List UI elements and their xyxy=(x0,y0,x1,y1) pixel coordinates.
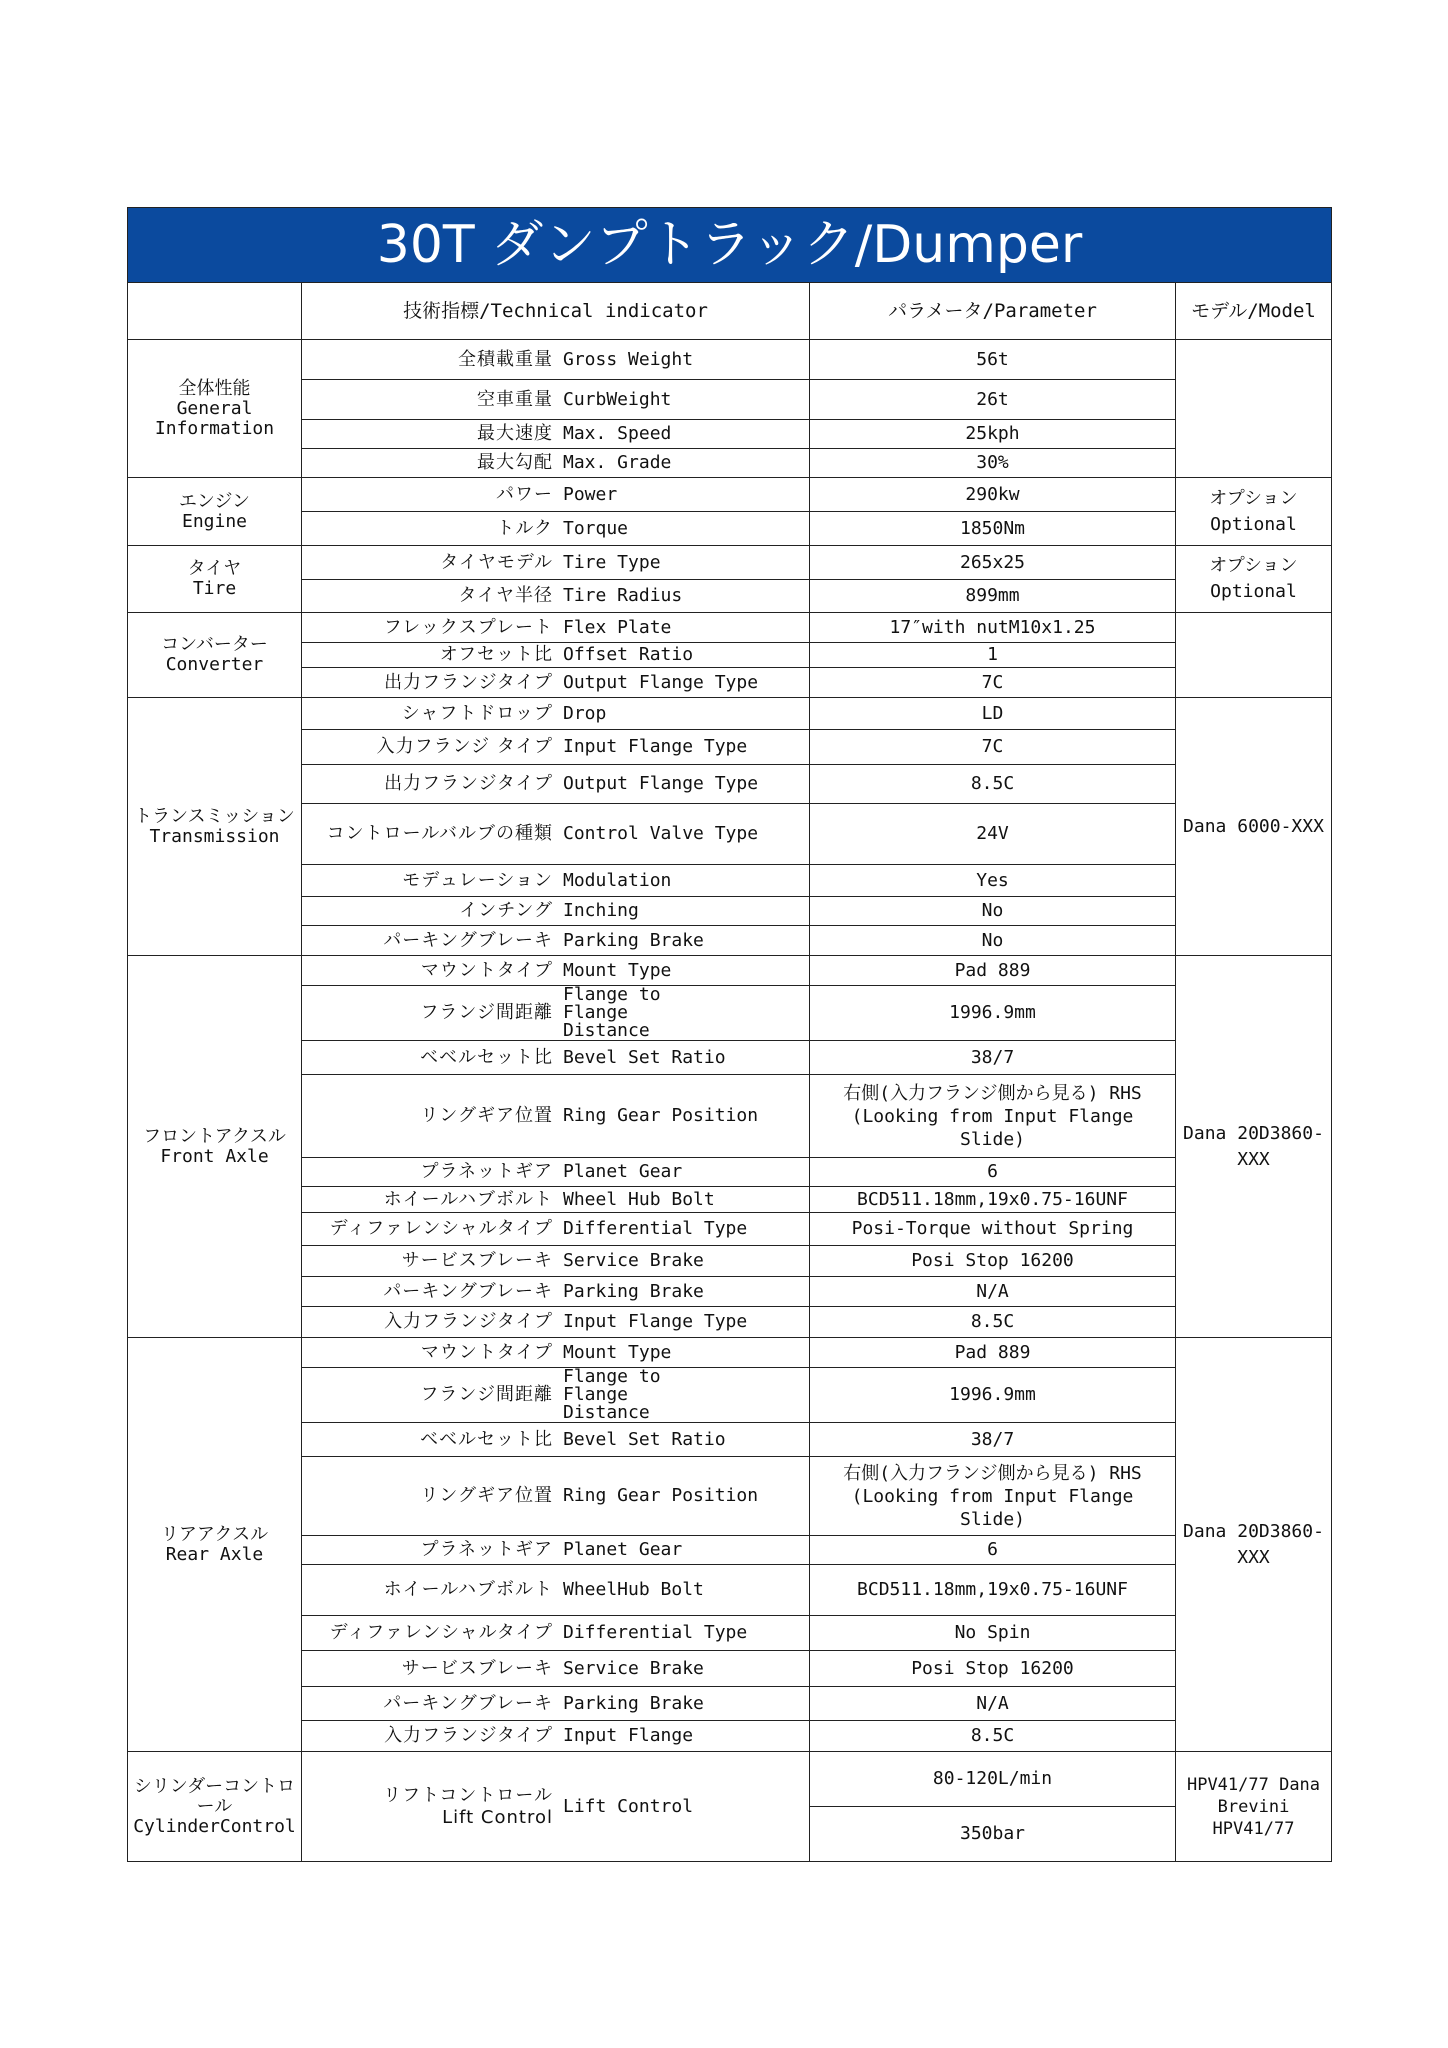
indicator-jp: フランジ間距離 xyxy=(420,1384,553,1405)
model-cell xyxy=(1176,340,1332,478)
table-row xyxy=(128,730,1332,765)
indicator-en: Flange to Flange Distance xyxy=(563,985,661,1041)
indicator-label xyxy=(306,1540,682,1560)
indicator-cell xyxy=(302,804,810,865)
indicator-jp: フレックスプレート xyxy=(383,616,553,638)
parameter-value: No xyxy=(810,926,1176,956)
table-row xyxy=(128,897,1332,926)
indicator-jp: コントロールバルブの種類 xyxy=(326,823,553,844)
indicator-cell xyxy=(302,1041,810,1075)
indicator-cell xyxy=(302,1187,810,1213)
indicator-label xyxy=(306,986,723,1040)
table-row xyxy=(128,613,1332,643)
indicator-label xyxy=(306,350,693,370)
parameter-value: No Spin xyxy=(810,1616,1176,1651)
indicator-en: Gross Weight xyxy=(563,348,694,370)
indicator-cell xyxy=(302,613,810,643)
category-name-en: Front Axle xyxy=(160,1145,269,1167)
table-row xyxy=(128,1616,1332,1651)
parameter-value: N/A xyxy=(810,1687,1176,1721)
indicator-label xyxy=(306,453,671,473)
table-row xyxy=(128,1536,1332,1565)
model-cell: Dana 20D3860-XXX xyxy=(1176,1338,1332,1752)
indicator-en: Input Flange Type xyxy=(563,1311,748,1332)
indicator-label xyxy=(306,1694,704,1714)
indicator-en: CurbWeight xyxy=(563,388,672,410)
indicator-jp: タイヤ半径 xyxy=(458,585,553,606)
indicator-en: Max. Speed xyxy=(563,423,672,444)
indicator-cell xyxy=(302,1423,810,1457)
indicator-en: Output Flange Type xyxy=(563,671,759,693)
parameter-value: 290kw xyxy=(810,478,1176,512)
indicator-jp: パーキングブレーキ xyxy=(383,1280,553,1302)
indicator-label xyxy=(306,390,671,410)
indicator-label xyxy=(306,553,661,573)
indicator-jp: ベベルセット比 xyxy=(420,1428,553,1450)
table-row xyxy=(128,340,1332,380)
indicator-en: Lift Control xyxy=(563,1795,694,1817)
indicator-cell xyxy=(302,956,810,986)
indicator-label xyxy=(306,618,671,638)
category-cell xyxy=(128,698,302,956)
indicator-cell xyxy=(302,698,810,730)
indicator-cell xyxy=(302,1338,810,1368)
indicator-cell xyxy=(302,380,810,420)
indicator-cell xyxy=(302,478,810,512)
indicator-en: Input Flange xyxy=(563,1725,694,1746)
table-row xyxy=(128,1752,1332,1807)
parameter-value: 8.5C xyxy=(810,1721,1176,1752)
category-name-en: Transmission xyxy=(149,825,280,847)
indicator-cell xyxy=(302,1246,810,1277)
indicator-en: Planet Gear xyxy=(563,1161,683,1182)
indicator-jp: トルク xyxy=(496,517,553,539)
indicator-label xyxy=(306,1251,704,1271)
table-row xyxy=(128,1246,1332,1277)
table-row xyxy=(128,1187,1332,1213)
indicator-cell xyxy=(302,1752,810,1862)
indicator-en: Inching xyxy=(563,900,639,921)
category-name-jp: エンジン xyxy=(178,490,251,512)
indicator-cell xyxy=(302,765,810,804)
table-row xyxy=(128,1213,1332,1246)
indicator-jp: シャフトドロップ xyxy=(401,702,553,724)
indicator-en: Output Flange Type xyxy=(563,773,759,794)
indicator-en: Parking Brake xyxy=(563,929,704,951)
table-row xyxy=(128,1368,1332,1423)
indicator-label xyxy=(306,774,758,794)
indicator-en: Drop xyxy=(563,702,607,724)
indicator-label xyxy=(306,1048,726,1068)
indicator-en: WheelHub Bolt xyxy=(563,1579,704,1600)
indicator-cell xyxy=(302,1158,810,1187)
indicator-label xyxy=(306,1785,693,1829)
indicator-en: Power xyxy=(563,483,618,505)
model-cell: Dana 6000-XXX xyxy=(1176,698,1332,956)
category-name-jp: タイヤ xyxy=(187,558,242,579)
indicator-en: Tire Type xyxy=(563,551,661,573)
parameter-value: Pad 889 xyxy=(810,1338,1176,1368)
indicator-en: Modulation xyxy=(563,869,672,891)
indicator-label xyxy=(306,824,758,844)
parameter-value: LD xyxy=(810,698,1176,730)
indicator-label xyxy=(306,1726,693,1746)
indicator-jp: サービスブレーキ xyxy=(401,1657,553,1679)
indicator-cell xyxy=(302,643,810,668)
model-cell: オプション Optional xyxy=(1176,546,1332,613)
category-name-en: General Information xyxy=(154,397,275,439)
parameter-value: Pad 889 xyxy=(810,956,1176,986)
table-row xyxy=(128,698,1332,730)
parameter-value: 25kph xyxy=(810,420,1176,449)
parameter-value: 38/7 xyxy=(810,1041,1176,1075)
indicator-cell xyxy=(302,1536,810,1565)
model-cell: HPV41/77 Dana Brevini HPV41/77 xyxy=(1176,1752,1332,1862)
indicator-jp: ディファレンシャルタイプ xyxy=(329,1622,553,1643)
indicator-jp: ホイールハブボルト xyxy=(383,1579,553,1600)
parameter-value: 17″with nutM10x1.25 xyxy=(810,613,1176,643)
table-row xyxy=(128,1158,1332,1187)
indicator-cell xyxy=(302,420,810,449)
indicator-en: Offset Ratio xyxy=(563,644,694,665)
table-row xyxy=(128,512,1332,546)
parameter-value: 右側(入力フランジ側から見る) RHS (Looking from Input Flange Slide) xyxy=(810,1457,1176,1536)
indicator-jp: 最大速度 xyxy=(477,423,553,444)
indicator-jp: 出力フランジタイプ xyxy=(384,773,553,794)
table-row xyxy=(128,1277,1332,1307)
parameter-value: 右側(入力フランジ側から見る) RHS (Looking from Input Flange Slide) xyxy=(810,1075,1176,1158)
indicator-cell xyxy=(302,865,810,897)
category-cell xyxy=(128,956,302,1338)
category-cell xyxy=(128,1338,302,1752)
indicator-cell xyxy=(302,1721,810,1752)
indicator-cell xyxy=(302,512,810,546)
indicator-jp: インチング xyxy=(459,900,553,921)
table-row xyxy=(128,1565,1332,1616)
parameter-value: No xyxy=(810,897,1176,926)
table-row xyxy=(128,1423,1332,1457)
category-cell xyxy=(128,340,302,478)
header-blank xyxy=(128,283,302,340)
page-title: 30T ダンプトラック/Dumper xyxy=(128,208,1332,283)
indicator-en: Service Brake xyxy=(563,1250,704,1271)
indicator-label xyxy=(306,1312,747,1332)
table-row xyxy=(128,449,1332,478)
indicator-jp-line2: Lift Control xyxy=(442,1806,553,1828)
indicator-en: Control Valve Type xyxy=(563,823,759,844)
indicator-jp: マウントタイプ xyxy=(420,1341,553,1363)
category-cell xyxy=(128,546,302,613)
spec-sheet xyxy=(127,207,1331,1862)
indicator-jp: リングギア位置 xyxy=(420,1105,553,1126)
indicator-label xyxy=(306,1106,758,1126)
parameter-value: 26t xyxy=(810,380,1176,420)
table-row xyxy=(128,580,1332,613)
indicator-cell xyxy=(302,1368,810,1423)
indicator-jp: フランジ間距離 xyxy=(420,1002,553,1023)
indicator-cell xyxy=(302,897,810,926)
category-name-jp: 全体性能 xyxy=(178,377,251,399)
indicator-cell xyxy=(302,1213,810,1246)
indicator-label xyxy=(306,961,671,981)
indicator-jp xyxy=(306,1785,563,1829)
indicator-jp: 空車重量 xyxy=(477,388,553,410)
indicator-en: Planet Gear xyxy=(563,1539,683,1560)
parameter-value: 265x25 xyxy=(810,546,1176,580)
indicator-jp: リングギア位置 xyxy=(420,1485,553,1506)
indicator-jp: モデュレーション xyxy=(402,869,553,891)
indicator-cell xyxy=(302,1307,810,1338)
indicator-jp: 出力フランジタイプ xyxy=(384,671,553,693)
parameter-value: 350bar xyxy=(810,1807,1176,1862)
table-row xyxy=(128,1457,1332,1536)
indicator-jp: タイヤモデル xyxy=(440,551,553,573)
parameter-value: 7C xyxy=(810,668,1176,698)
indicator-en: Ring Gear Position xyxy=(563,1485,759,1506)
indicator-jp: ベベルセット比 xyxy=(420,1046,553,1068)
indicator-jp: ホイールハブボルト xyxy=(383,1188,553,1210)
indicator-cell xyxy=(302,1651,810,1687)
indicator-en: Differential Type xyxy=(563,1622,748,1643)
indicator-label xyxy=(306,1580,704,1600)
parameter-value: BCD511.18mm,19x0.75-16UNF xyxy=(810,1565,1176,1616)
indicator-label xyxy=(306,1659,704,1679)
category-name-en: Engine xyxy=(181,510,248,532)
indicator-en: Parking Brake xyxy=(563,1692,704,1714)
category-name-en: CylinderControl xyxy=(133,1815,296,1837)
table-row xyxy=(128,1338,1332,1368)
category-name-jp: コンバーター xyxy=(161,634,268,655)
parameter-value: 1996.9mm xyxy=(810,1368,1176,1423)
indicator-label xyxy=(306,1282,704,1302)
indicator-jp: サービスブレーキ xyxy=(401,1250,553,1271)
parameter-value: 7C xyxy=(810,730,1176,765)
indicator-jp: パーキングブレーキ xyxy=(383,1692,553,1714)
header-indicator: 技術指標/Technical indicator xyxy=(302,283,810,340)
table-row xyxy=(128,1075,1332,1158)
table-row xyxy=(128,1721,1332,1752)
category-name-jp: リアアクスル xyxy=(160,1523,269,1545)
indicator-cell xyxy=(302,1687,810,1721)
table-row xyxy=(128,420,1332,449)
parameter-value: 6 xyxy=(810,1536,1176,1565)
indicator-label xyxy=(306,1430,726,1450)
indicator-en: Mount Type xyxy=(563,1341,672,1363)
indicator-cell xyxy=(302,668,810,698)
parameter-value: Posi Stop 16200 xyxy=(810,1246,1176,1277)
indicator-en: Flange to Flange Distance xyxy=(563,1367,661,1423)
parameter-value: 30% xyxy=(810,449,1176,478)
indicator-jp: ディファレンシャルタイプ xyxy=(329,1218,553,1239)
category-cell xyxy=(128,1752,302,1862)
table-row xyxy=(128,478,1332,512)
indicator-cell xyxy=(302,730,810,765)
table-row xyxy=(128,1651,1332,1687)
category-cell xyxy=(128,478,302,546)
table-row xyxy=(128,865,1332,897)
table-row xyxy=(128,546,1332,580)
indicator-label xyxy=(306,424,671,444)
indicator-cell xyxy=(302,1457,810,1536)
table-row xyxy=(128,804,1332,865)
indicator-en: Service Brake xyxy=(563,1657,704,1679)
indicator-en: Flex Plate xyxy=(563,616,672,638)
indicator-label xyxy=(306,645,693,665)
indicator-cell xyxy=(302,546,810,580)
indicator-label xyxy=(306,586,682,606)
parameter-value: 38/7 xyxy=(810,1423,1176,1457)
indicator-en: Mount Type xyxy=(563,959,672,981)
indicator-label xyxy=(306,673,758,693)
table-row xyxy=(128,1041,1332,1075)
model-cell xyxy=(1176,613,1332,698)
model-cell: Dana 20D3860-XXX xyxy=(1176,956,1332,1338)
indicator-label xyxy=(306,1162,682,1182)
table-row xyxy=(128,765,1332,804)
indicator-label xyxy=(306,901,639,921)
category-name-en: Rear Axle xyxy=(165,1543,264,1565)
category-name-jp: トランスミッション xyxy=(134,805,295,827)
parameter-value: 56t xyxy=(810,340,1176,380)
indicator-cell xyxy=(302,1075,810,1158)
indicator-cell xyxy=(302,340,810,380)
model-cell: オプション Optional xyxy=(1176,478,1332,546)
category-name-en: Tire xyxy=(192,578,237,599)
parameter-value: Yes xyxy=(810,865,1176,897)
table-row xyxy=(128,1687,1332,1721)
indicator-jp: パーキングブレーキ xyxy=(383,929,553,951)
parameter-value: 24V xyxy=(810,804,1176,865)
indicator-cell xyxy=(302,1616,810,1651)
parameter-value: 8.5C xyxy=(810,765,1176,804)
indicator-cell xyxy=(302,449,810,478)
table-header-row xyxy=(128,283,1332,340)
parameter-value: 8.5C xyxy=(810,1307,1176,1338)
indicator-label xyxy=(306,1343,671,1363)
indicator-en: Parking Brake xyxy=(563,1280,704,1302)
indicator-jp-line1: リフトコントロール xyxy=(383,1784,553,1806)
table-row xyxy=(128,986,1332,1041)
indicator-jp: プラネットギア xyxy=(420,1539,553,1560)
parameter-value: BCD511.18mm,19x0.75-16UNF xyxy=(810,1187,1176,1213)
indicator-label xyxy=(306,1486,758,1506)
indicator-en: Torque xyxy=(563,517,629,539)
category-name-jp: フロントアクスル xyxy=(143,1125,286,1147)
indicator-jp: 入力フランジタイプ xyxy=(384,1725,553,1746)
table-row xyxy=(128,643,1332,668)
indicator-cell xyxy=(302,1565,810,1616)
table-row xyxy=(128,926,1332,956)
indicator-en: Differential Type xyxy=(563,1218,748,1239)
table-row xyxy=(128,1307,1332,1338)
indicator-en: Wheel Hub Bolt xyxy=(563,1188,715,1210)
indicator-label xyxy=(306,704,606,724)
category-name-jp: シリンダーコントロール xyxy=(133,1775,296,1817)
indicator-jp: プラネットギア xyxy=(420,1161,553,1182)
indicator-jp: 全積載重量 xyxy=(458,348,553,370)
header-parameter: パラメータ/Parameter xyxy=(810,283,1176,340)
parameter-value: 899mm xyxy=(810,580,1176,613)
indicator-en: Bevel Set Ratio xyxy=(563,1046,726,1068)
parameter-value: Posi-Torque without Spring xyxy=(810,1213,1176,1246)
parameter-value: 1 xyxy=(810,643,1176,668)
table-row xyxy=(128,668,1332,698)
indicator-en: Input Flange Type xyxy=(563,736,748,757)
parameter-value: 1996.9mm xyxy=(810,986,1176,1041)
indicator-en: Bevel Set Ratio xyxy=(563,1428,726,1450)
indicator-jp: 入力フランジ タイプ xyxy=(376,736,553,757)
category-name-en: Converter xyxy=(165,654,264,675)
table-row xyxy=(128,956,1332,986)
parameter-value: 1850Nm xyxy=(810,512,1176,546)
indicator-cell xyxy=(302,986,810,1041)
parameter-value: Posi Stop 16200 xyxy=(810,1651,1176,1687)
indicator-cell xyxy=(302,580,810,613)
indicator-label xyxy=(306,1368,723,1422)
indicator-label xyxy=(306,519,628,539)
indicator-jp: パワー xyxy=(496,483,553,505)
indicator-label xyxy=(306,1219,747,1239)
header-model: モデル/Model xyxy=(1176,283,1332,340)
parameter-value: N/A xyxy=(810,1277,1176,1307)
indicator-en: Tire Radius xyxy=(563,585,683,606)
indicator-jp: オフセット比 xyxy=(439,644,553,665)
indicator-jp: 入力フランジタイプ xyxy=(384,1311,553,1332)
indicator-en: Ring Gear Position xyxy=(563,1105,759,1126)
parameter-value: 6 xyxy=(810,1158,1176,1187)
indicator-label xyxy=(306,1190,715,1210)
category-cell xyxy=(128,613,302,698)
spec-table xyxy=(127,207,1332,1862)
indicator-en: Max. Grade xyxy=(563,452,672,473)
indicator-label xyxy=(306,485,617,505)
indicator-jp: 最大勾配 xyxy=(477,452,553,473)
parameter-value: 80-120L/min xyxy=(810,1752,1176,1807)
indicator-label xyxy=(306,1623,747,1643)
indicator-label xyxy=(306,737,747,757)
indicator-label xyxy=(306,871,671,891)
indicator-jp: マウントタイプ xyxy=(420,959,553,981)
indicator-cell xyxy=(302,1277,810,1307)
table-row xyxy=(128,380,1332,420)
indicator-cell xyxy=(302,926,810,956)
indicator-label xyxy=(306,931,704,951)
